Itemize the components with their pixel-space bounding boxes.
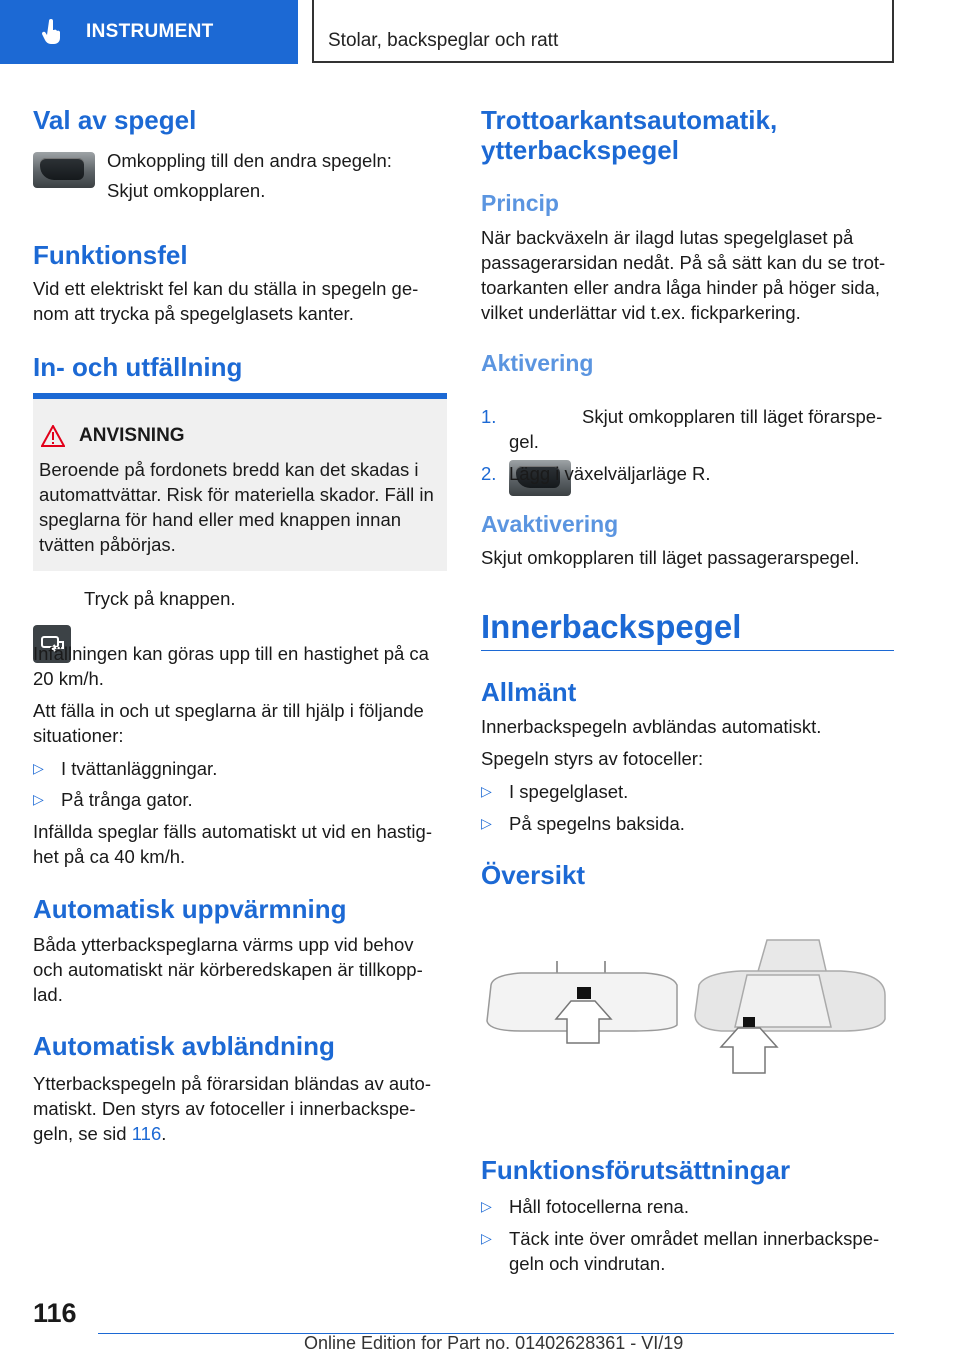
dimming-line2: matiskt. Den styrs av fotoceller i innerbackspe- (33, 1098, 416, 1119)
dimming-line1: Ytterbackspegeln på förarsidan bländas av auto- (33, 1073, 432, 1094)
list-item-text: Täck inte över området mellan innerbackspe- (509, 1228, 880, 1249)
folding-p2-line1: Att fälla in och ut speglarna är till hjälp i följande (33, 700, 424, 721)
heading-requirements: Funktionsförutsättningar (481, 1155, 791, 1185)
list-item-text: På spegelns baksida. (509, 813, 685, 834)
notice-box (33, 393, 447, 571)
mirror-switch-icon (33, 152, 95, 188)
list-item-text: I tvättanläggningar. (61, 758, 218, 779)
principle-line1: När backväxeln är ilagd lutas spegelglaset på (481, 227, 854, 248)
step-number: 1. (481, 406, 497, 427)
triangle-bullet-icon: ▷ (33, 760, 44, 776)
dimming-line3 (33, 1121, 166, 1146)
heading-deactivation: Avaktivering (481, 511, 619, 537)
triangle-bullet-icon: ▷ (481, 783, 492, 799)
hand-pointer-icon (40, 19, 64, 45)
triangle-bullet-icon: ▷ (481, 1198, 492, 1214)
step1-text: Skjut omkopplaren till läget förarspe- (582, 406, 883, 427)
heading-heating: Automatisk uppvärmning (33, 894, 347, 924)
heading-dimming: Automatisk avbländning (33, 1031, 335, 1061)
principle-line2: passagerarsidan nedåt. På så sätt kan du se trot- (481, 252, 886, 273)
folding-p3-line2: het på ca 40 km/h. (33, 846, 186, 867)
step-number: 2. (481, 463, 497, 484)
notice-line: Beroende på fordonets bredd kan det skadas i (39, 459, 419, 480)
malfunction-line1: Vid ett elektriskt fel kan du ställa in spegeln ge- (33, 278, 419, 299)
step2-text: Lägg i växelväljarläge R. (509, 463, 711, 484)
folding-p2-line2: situationer: (33, 725, 124, 746)
notice-text (39, 457, 443, 557)
page-header (0, 0, 960, 66)
notice-line: tvätten påbörjas. (39, 534, 176, 555)
triangle-bullet-icon: ▷ (481, 1230, 492, 1246)
heading-malfunction: Funktionsfel (33, 240, 188, 270)
notice-title: ANVISNING (79, 425, 185, 446)
list-item-text: Håll fotocellerna rena. (509, 1196, 689, 1217)
press-button-text: Tryck på knappen. (84, 588, 236, 609)
heading-folding: In- och utfällning (33, 352, 243, 382)
list-item-text: På trånga gator. (61, 789, 193, 810)
mirror-select-line1: Omkoppling till den andra spegeln: (107, 150, 392, 171)
footer-edition: Online Edition for Part no. 01402628361 - VI/19 (304, 1333, 684, 1353)
dimming-line3-text: geln, se sid (33, 1123, 132, 1144)
chapter-box (312, 0, 894, 63)
heading-mirror-select: Val av spegel (33, 105, 197, 135)
general-text: Innerbackspegeln avbländas automatiskt. (481, 716, 822, 737)
triangle-bullet-icon: ▷ (33, 791, 44, 807)
folding-p1-line1: Infällningen kan göras upp till en hastighet på ca (33, 643, 429, 664)
heating-line1: Båda ytterbackspeglarna värms upp vid behov (33, 934, 414, 955)
heading-curb-l1: Trottoarkantsautomatik, (481, 105, 778, 135)
heating-line3: lad. (33, 984, 63, 1005)
heating-line2: och automatiskt när körberedskapen är tillkopp- (33, 959, 423, 980)
dimming-line3-period: . (161, 1123, 167, 1144)
inner-mirror-illustration (481, 935, 893, 1085)
page-number: 116 (33, 1298, 77, 1328)
heading-inner-mirror: Innerbackspegel (481, 608, 742, 645)
malfunction-line2: nom att trycka på spegelglasets kanter. (33, 303, 354, 324)
folding-p1-line2: 20 km/h. (33, 668, 104, 689)
notice-line: speglarna för hand eller med knappen innan (39, 509, 402, 530)
section-tab[interactable] (0, 0, 298, 64)
heading-activation: Aktivering (481, 350, 594, 376)
deactivation-text: Skjut omkopplaren till läget passagerarspegel. (481, 547, 860, 568)
folding-p3-line1: Infällda speglar fälls automatiskt ut vid en hastig- (33, 821, 432, 842)
mirror-select-line2: Skjut omkopplaren. (107, 180, 266, 201)
step1-cont: gel. (509, 431, 539, 452)
heading-overview: Översikt (481, 860, 586, 890)
page-link[interactable]: 116 (131, 1123, 162, 1144)
principle-line3: toarkanten eller andra låga hinder på höger sida, (481, 277, 881, 298)
section-rule (481, 650, 894, 651)
section-label: INSTRUMENT (86, 21, 214, 42)
heading-general: Allmänt (481, 677, 577, 707)
heading-curb-l2: ytterbackspegel (481, 135, 679, 165)
principle-line4: vilket underlättar vid t.ex. fickparkering. (481, 302, 801, 323)
notice-line: automattvättar. Risk för materiella skador. Fäll in (39, 484, 434, 505)
list-item-text: I spegelglaset. (509, 781, 629, 802)
req-bullet2-cont: geln och vindrutan. (509, 1253, 666, 1274)
controlled-text: Spegeln styrs av fotoceller: (481, 748, 704, 769)
triangle-bullet-icon: ▷ (481, 815, 492, 831)
heading-principle: Princip (481, 190, 559, 216)
chapter-title: Stolar, backspeglar och ratt (328, 30, 559, 51)
warning-triangle-icon (41, 425, 65, 447)
